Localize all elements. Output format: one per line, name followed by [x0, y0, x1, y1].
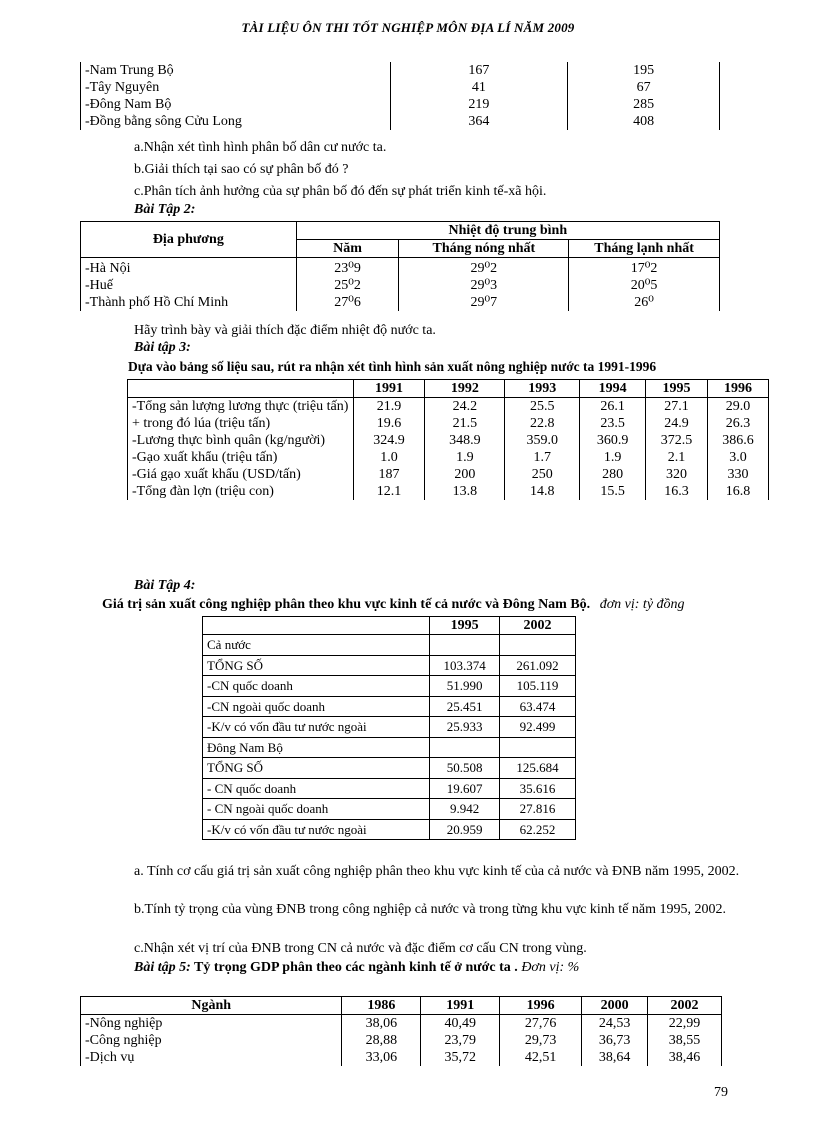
table-row — [128, 415, 769, 432]
sector-cell: TỔNG SỐ — [203, 758, 430, 779]
value-cell: 24.2 — [425, 398, 505, 416]
table-row — [128, 398, 769, 416]
value-cell: 324.9 — [353, 432, 425, 449]
col-hottest: Tháng nóng nhất — [399, 240, 569, 258]
col-year: 1996 — [708, 380, 769, 398]
exercise-5-heading: Bài tập 5: — [134, 960, 191, 975]
temp-cell: 25⁰2 — [296, 277, 399, 294]
sector-cell: Cả nước — [203, 635, 430, 656]
col-group-temperature: Nhiệt độ trung bình — [296, 222, 719, 240]
col-year: 1986 — [342, 997, 421, 1015]
population-table — [80, 62, 720, 130]
exercise-5-title-text: Tỷ trọng GDP phân theo các ngành kinh tế ở nước ta . — [194, 960, 518, 975]
exercise-2-question: Hãy trình bày và giải thích đặc điểm nhiệt độ nước ta. — [134, 323, 436, 338]
industry-table — [202, 616, 576, 840]
question-line: c.Phân tích ảnh hưởng của sự phân bố đó đến sự phát triển kinh tế-xã hội. — [134, 184, 547, 199]
sector-cell: -K/v có vốn đầu tư nước ngoài — [203, 819, 430, 840]
value-cell: 35,72 — [421, 1049, 500, 1066]
value-cell: 25.451 — [430, 696, 500, 717]
table-row — [128, 432, 769, 449]
value-cell: 105.119 — [500, 676, 576, 697]
table-row — [81, 113, 720, 130]
value-cell: 40,49 — [421, 1015, 500, 1033]
question-line: c.Nhận xét vị trí của ĐNB trong CN cả nước và đặc điểm cơ cấu CN trong vùng. — [134, 941, 587, 956]
value-cell: 27,76 — [500, 1015, 582, 1033]
table-row — [81, 1032, 722, 1049]
temp-cell: 29⁰3 — [399, 277, 569, 294]
indicator-cell: + trong đó lúa (triệu tấn) — [128, 415, 354, 432]
sector-cell: -CN quốc doanh — [203, 676, 430, 697]
table-row — [203, 799, 576, 820]
indicator-cell: -Tổng sản lượng lương thực (triệu tấn) — [128, 398, 354, 416]
table-row — [203, 696, 576, 717]
table-row — [81, 96, 720, 113]
temp-cell: 23⁰9 — [296, 258, 399, 278]
value-cell: 42,51 — [500, 1049, 582, 1066]
temp-cell: 26⁰ — [569, 294, 720, 311]
value-cell — [430, 737, 500, 758]
value-cell: 33,06 — [342, 1049, 421, 1066]
sector-cell: -CN ngoài quốc doanh — [203, 696, 430, 717]
value-cell: 22,99 — [648, 1015, 722, 1033]
value-cell: 348.9 — [425, 432, 505, 449]
sector-cell: - CN ngoài quốc doanh — [203, 799, 430, 820]
place-cell: -Thành phố Hồ Chí Minh — [81, 294, 297, 311]
value-cell: 9.942 — [430, 799, 500, 820]
col-place: Địa phương — [81, 222, 297, 258]
value-cell: 16.8 — [708, 483, 769, 500]
temp-cell: 29⁰7 — [399, 294, 569, 311]
region-cell: -Đông Nam Bộ — [81, 96, 391, 113]
col-blank — [203, 617, 430, 635]
region-cell: -Tây Nguyên — [81, 79, 391, 96]
indicator-cell: -Lương thực bình quân (kg/người) — [128, 432, 354, 449]
value-cell: 38,06 — [342, 1015, 421, 1033]
region-cell: -Đồng bằng sông Cửu Long — [81, 113, 391, 130]
value-cell: 372.5 — [646, 432, 708, 449]
table-row — [203, 758, 576, 779]
value-cell: 28,88 — [342, 1032, 421, 1049]
value-cell: 19.6 — [353, 415, 425, 432]
col-year: 2002 — [500, 617, 576, 635]
sector-cell: -K/v có vốn đầu tư nước ngoài — [203, 717, 430, 738]
exercise-5-title — [134, 960, 579, 976]
sector-cell: TỔNG SỐ — [203, 655, 430, 676]
value-cell: 27.1 — [646, 398, 708, 416]
value-cell: 359.0 — [505, 432, 580, 449]
value-cell: 261.092 — [500, 655, 576, 676]
table-row — [203, 737, 576, 758]
exercise-3-heading: Bài tập 3: — [134, 340, 191, 355]
value-cell: 38,46 — [648, 1049, 722, 1066]
value-cell: 13.8 — [425, 483, 505, 500]
sector-cell: - CN quốc doanh — [203, 778, 430, 799]
page-number: 79 — [714, 1085, 728, 1100]
col-coldest: Tháng lạnh nhất — [569, 240, 720, 258]
sector-cell: -Dịch vụ — [81, 1049, 342, 1066]
table-row — [128, 483, 769, 500]
value-cell: 38,64 — [582, 1049, 648, 1066]
region-cell: -Nam Trung Bộ — [81, 62, 391, 79]
value-cell: 41 — [390, 79, 568, 96]
temperature-table — [80, 221, 720, 311]
value-cell: 250 — [505, 466, 580, 483]
sector-cell: Đông Nam Bộ — [203, 737, 430, 758]
value-cell: 330 — [708, 466, 769, 483]
value-cell: 29.0 — [708, 398, 769, 416]
indicator-cell: -Tổng đàn lợn (triệu con) — [128, 483, 354, 500]
col-year: 1992 — [425, 380, 505, 398]
sector-cell: -Nông nghiệp — [81, 1015, 342, 1033]
table-row — [128, 449, 769, 466]
question-line: b.Giải thích tại sao có sự phân bố đó ? — [134, 162, 349, 177]
value-cell: 63.474 — [500, 696, 576, 717]
value-cell: 200 — [425, 466, 505, 483]
value-cell: 62.252 — [500, 819, 576, 840]
value-cell: 24,53 — [582, 1015, 648, 1033]
value-cell: 360.9 — [580, 432, 646, 449]
exercise-4-unit: đơn vị: tỷ đồng — [599, 597, 685, 612]
value-cell: 1.7 — [505, 449, 580, 466]
table-row — [203, 655, 576, 676]
value-cell: 19.607 — [430, 778, 500, 799]
value-cell: 364 — [390, 113, 568, 130]
value-cell: 24.9 — [646, 415, 708, 432]
col-year: 2002 — [648, 997, 722, 1015]
value-cell: 23,79 — [421, 1032, 500, 1049]
value-cell: 320 — [646, 466, 708, 483]
value-cell: 12.1 — [353, 483, 425, 500]
table-row — [81, 79, 720, 96]
value-cell: 67 — [568, 79, 720, 96]
value-cell: 167 — [390, 62, 568, 79]
temp-cell: 17⁰2 — [569, 258, 720, 278]
value-cell: 26.1 — [580, 398, 646, 416]
table-row — [203, 778, 576, 799]
exercise-3-title: Dựa vào bảng số liệu sau, rút ra nhận xét tình hình sản xuất nông nghiệp nước ta 1991-1996 — [128, 359, 657, 374]
table-row — [81, 258, 720, 278]
value-cell: 285 — [568, 96, 720, 113]
temp-cell: 29⁰2 — [399, 258, 569, 278]
indicator-cell: -Giá gạo xuất khẩu (USD/tấn) — [128, 466, 354, 483]
table-row — [81, 294, 720, 311]
value-cell: 1.0 — [353, 449, 425, 466]
value-cell — [430, 635, 500, 656]
value-cell: 15.5 — [580, 483, 646, 500]
col-year: 2000 — [582, 997, 648, 1015]
table-row — [203, 676, 576, 697]
table-row — [128, 466, 769, 483]
value-cell: 35.616 — [500, 778, 576, 799]
agriculture-table — [127, 379, 769, 500]
table-row — [81, 1049, 722, 1066]
col-sector: Ngành — [81, 997, 342, 1015]
table-row — [81, 1015, 722, 1033]
col-year: 1993 — [505, 380, 580, 398]
col-year: 1991 — [353, 380, 425, 398]
col-year: 1995 — [430, 617, 500, 635]
gdp-table — [80, 996, 722, 1066]
value-cell: 2.1 — [646, 449, 708, 466]
value-cell: 14.8 — [505, 483, 580, 500]
value-cell: 219 — [390, 96, 568, 113]
value-cell: 27.816 — [500, 799, 576, 820]
col-blank — [128, 380, 354, 398]
value-cell: 1.9 — [580, 449, 646, 466]
sector-cell: -Công nghiệp — [81, 1032, 342, 1049]
col-year: Năm — [296, 240, 399, 258]
value-cell: 20.959 — [430, 819, 500, 840]
exercise-4-title — [102, 597, 685, 613]
value-cell: 51.990 — [430, 676, 500, 697]
value-cell: 38,55 — [648, 1032, 722, 1049]
temp-cell: 20⁰5 — [569, 277, 720, 294]
value-cell: 92.499 — [500, 717, 576, 738]
value-cell: 36,73 — [582, 1032, 648, 1049]
value-cell: 125.684 — [500, 758, 576, 779]
value-cell: 408 — [568, 113, 720, 130]
value-cell: 21.5 — [425, 415, 505, 432]
question-line: a. Tính cơ cấu giá trị sản xuất công nghiệp phân theo khu vực kinh tế của cả nước và ĐNB năm 1995, 2002. — [134, 864, 740, 879]
value-cell: 29,73 — [500, 1032, 582, 1049]
value-cell: 22.8 — [505, 415, 580, 432]
col-year: 1995 — [646, 380, 708, 398]
value-cell: 50.508 — [430, 758, 500, 779]
indicator-cell: -Gạo xuất khẩu (triệu tấn) — [128, 449, 354, 466]
col-year: 1994 — [580, 380, 646, 398]
question-line: a.Nhận xét tình hình phân bố dân cư nước ta. — [134, 140, 387, 155]
table-row — [81, 62, 720, 79]
table-row — [81, 277, 720, 294]
temp-cell: 27⁰6 — [296, 294, 399, 311]
exercise-2-heading: Bài Tập 2: — [134, 202, 196, 217]
value-cell: 26.3 — [708, 415, 769, 432]
exercise-4-title-text: Giá trị sản xuất công nghiệp phân theo khu vực kinh tế cả nước và Đông Nam Bộ. — [102, 597, 591, 612]
value-cell: 25.933 — [430, 717, 500, 738]
value-cell — [500, 635, 576, 656]
col-year: 1991 — [421, 997, 500, 1015]
value-cell: 195 — [568, 62, 720, 79]
value-cell: 16.3 — [646, 483, 708, 500]
exercise-4-heading: Bài Tập 4: — [134, 578, 196, 593]
value-cell: 386.6 — [708, 432, 769, 449]
value-cell: 103.374 — [430, 655, 500, 676]
value-cell: 187 — [353, 466, 425, 483]
value-cell: 1.9 — [425, 449, 505, 466]
value-cell: 280 — [580, 466, 646, 483]
place-cell: -Huế — [81, 277, 297, 294]
table-row — [203, 635, 576, 656]
table-row — [203, 717, 576, 738]
question-line: b.Tính tỷ trọng của vùng ĐNB trong công nghiệp cả nước và trong từng khu vực kinh tế năm 1995, 2002. — [134, 902, 727, 917]
page-header: TÀI LIỆU ÔN THI TỐT NGHIỆP MÔN ĐỊA LÍ NĂM 2009 — [241, 20, 575, 35]
value-cell — [500, 737, 576, 758]
value-cell: 23.5 — [580, 415, 646, 432]
col-year: 1996 — [500, 997, 582, 1015]
value-cell: 3.0 — [708, 449, 769, 466]
value-cell: 21.9 — [353, 398, 425, 416]
value-cell: 25.5 — [505, 398, 580, 416]
place-cell: -Hà Nội — [81, 258, 297, 278]
table-row — [203, 819, 576, 840]
exercise-5-unit: Đơn vị: % — [521, 960, 580, 975]
